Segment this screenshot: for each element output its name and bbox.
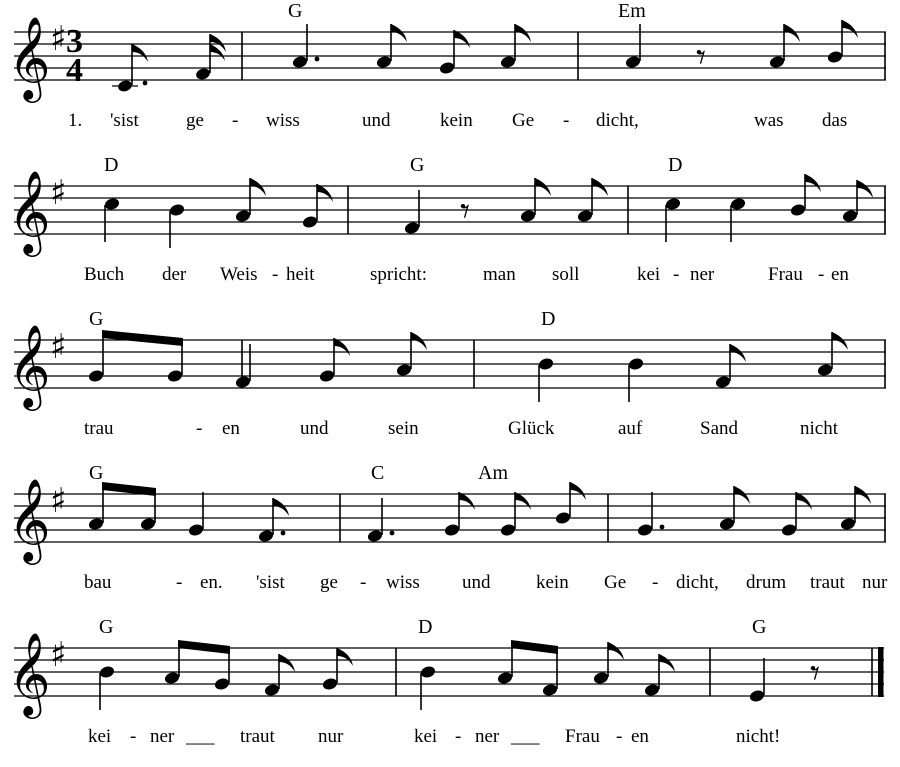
lyric-syllable: spricht: <box>370 264 427 285</box>
lyric-syllable: und <box>300 418 329 439</box>
lyric-syllable: kein <box>536 572 569 593</box>
lyric-syllable: wiss <box>386 572 420 593</box>
quarter-rest-icon: 𝄾 <box>810 651 821 695</box>
lyric-syllable: dicht, <box>596 110 639 131</box>
treble-clef-icon <box>8 323 51 411</box>
treble-clef-icon <box>8 477 51 565</box>
key-signature-sharp-icon: ♯ <box>50 635 67 675</box>
lyric-hyphen: - <box>232 110 239 131</box>
key-signature-sharp-icon: ♯ <box>50 327 67 367</box>
lyric-hyphen: - <box>130 726 137 747</box>
treble-clef-icon <box>8 169 51 257</box>
lyric-syllable: das <box>822 110 848 131</box>
lyric-syllable: kein <box>440 110 473 131</box>
chord-symbol: G <box>99 616 114 638</box>
lyric-syllable: kei <box>414 726 438 747</box>
lyric-syllable: Weis <box>220 264 258 285</box>
note-group <box>99 640 353 710</box>
lyric-syllable: Glück <box>508 418 555 439</box>
staff-2-notation <box>0 154 900 264</box>
note-group <box>420 640 675 710</box>
lyric-syllable: ner <box>150 726 175 747</box>
key-signature-sharp-icon: ♯ <box>50 19 67 59</box>
lyric-syllable: traut <box>240 726 275 747</box>
lyric-extender: ___ <box>511 726 540 747</box>
lyric-syllable: ner <box>690 264 715 285</box>
staff-2 <box>0 154 900 264</box>
lyric-syllable: dicht, <box>676 572 719 593</box>
music-system-4 <box>0 462 900 602</box>
lyric-syllable: ge <box>320 572 338 593</box>
chord-symbol: G <box>89 308 104 330</box>
lyric-syllable: nicht <box>800 418 838 439</box>
music-system-5 <box>0 616 900 756</box>
time-signature-numerator: 3 <box>66 23 83 60</box>
lyric-syllable: 'sist <box>256 572 285 593</box>
chord-symbol: G <box>410 154 425 176</box>
lyric-hyphen: - <box>196 418 203 439</box>
treble-clef-icon <box>8 15 51 103</box>
lyric-syllable: was <box>754 110 784 131</box>
time-signature-denominator: 4 <box>66 52 83 89</box>
lyric-syllable: man <box>483 264 516 285</box>
lyric-syllable: traut <box>810 572 845 593</box>
lyric-syllable: auf <box>618 418 643 439</box>
svg-text:𝄞: 𝄞 <box>8 169 51 253</box>
chord-symbol: D <box>104 154 119 176</box>
lyric-syllable: 'sist <box>110 110 139 131</box>
chord-symbol: G <box>288 0 303 22</box>
lyric-hyphen: - <box>563 110 570 131</box>
lyric-syllable: kei <box>88 726 112 747</box>
lyric-hyphen: - <box>652 572 659 593</box>
staff-4 <box>0 462 900 572</box>
verse-number: 1. <box>68 110 83 131</box>
lyric-syllable: und <box>362 110 391 131</box>
chord-symbol: G <box>752 616 767 638</box>
lyrics-row-2 <box>0 264 900 294</box>
note-group <box>625 20 858 79</box>
svg-text:𝄞: 𝄞 <box>8 15 51 99</box>
staff-3 <box>0 308 900 418</box>
note-group <box>538 332 848 402</box>
lyric-syllable: heit <box>286 264 315 285</box>
lyric-hyphen: - <box>455 726 462 747</box>
quarter-rest-icon: 𝄾 <box>696 35 707 79</box>
lyric-syllable: kei <box>637 264 661 285</box>
lyric-syllable: Frau <box>565 726 600 747</box>
lyric-hyphen: - <box>176 572 183 593</box>
lyric-syllable: Ge <box>512 110 535 131</box>
lyric-syllable: en <box>222 418 240 439</box>
lyric-syllable: der <box>162 264 187 285</box>
lyric-syllable: en <box>631 726 649 747</box>
lyrics-row-5 <box>0 726 900 756</box>
lyric-syllable: en. <box>200 572 223 593</box>
quarter-rest-icon: 𝄾 <box>460 189 471 233</box>
lyrics-row-4 <box>0 572 900 602</box>
svg-text:𝄞: 𝄞 <box>8 631 51 715</box>
staff-1 <box>0 0 900 110</box>
lyric-syllable: soll <box>552 264 580 285</box>
note-group <box>104 178 333 248</box>
chord-symbol: D <box>541 308 556 330</box>
lyric-syllable: trau <box>84 418 114 439</box>
chord-symbol: G <box>89 462 104 484</box>
lyric-syllable: sein <box>388 418 419 439</box>
staff-5 <box>0 616 900 726</box>
key-signature-sharp-icon: ♯ <box>50 173 67 213</box>
note-group <box>367 482 586 543</box>
chord-symbol: D <box>418 616 433 638</box>
chord-symbol: C <box>371 462 385 484</box>
lyric-hyphen: - <box>360 572 367 593</box>
lyric-hyphen: - <box>673 264 680 285</box>
svg-text:𝄞: 𝄞 <box>8 323 51 407</box>
lyric-hyphen: - <box>818 264 825 285</box>
staff-5-notation <box>0 616 900 726</box>
key-signature-sharp-icon: ♯ <box>50 481 67 521</box>
lyric-syllable: en <box>831 264 849 285</box>
note-group <box>665 174 873 242</box>
lyric-syllable: ge <box>186 110 204 131</box>
lyric-syllable: nur <box>862 572 888 593</box>
lyric-syllable: nur <box>318 726 344 747</box>
lyrics-row-1 <box>0 110 900 140</box>
lyric-syllable: und <box>462 572 491 593</box>
svg-text:𝄞: 𝄞 <box>8 477 51 561</box>
note-group <box>112 34 226 93</box>
music-system-2 <box>0 154 900 294</box>
lyric-syllable: wiss <box>266 110 300 131</box>
lyric-syllable: Frau <box>768 264 803 285</box>
music-system-3 <box>0 308 900 448</box>
lyric-hyphen: - <box>272 264 279 285</box>
staff-1-notation <box>0 0 900 110</box>
treble-clef-icon <box>8 631 51 719</box>
lyric-syllable: drum <box>746 572 787 593</box>
lyric-extender: ___ <box>186 726 215 747</box>
lyric-syllable: Sand <box>700 418 738 439</box>
lyric-syllable: bau <box>84 572 112 593</box>
lyric-syllable: Ge <box>604 572 627 593</box>
staff-4-notation <box>0 462 900 572</box>
lyrics-row-3 <box>0 418 900 448</box>
chord-symbol: Am <box>478 462 508 484</box>
music-system-1 <box>0 0 900 140</box>
staff-3-notation <box>0 308 900 418</box>
chord-symbol: Em <box>618 0 646 22</box>
chord-symbol: D <box>668 154 683 176</box>
lyric-syllable: ner <box>475 726 500 747</box>
lyric-hyphen: - <box>616 726 623 747</box>
lyric-syllable: Buch <box>84 264 125 285</box>
note-group <box>88 482 289 543</box>
note-group <box>88 330 427 389</box>
lyric-syllable: nicht! <box>736 726 781 747</box>
